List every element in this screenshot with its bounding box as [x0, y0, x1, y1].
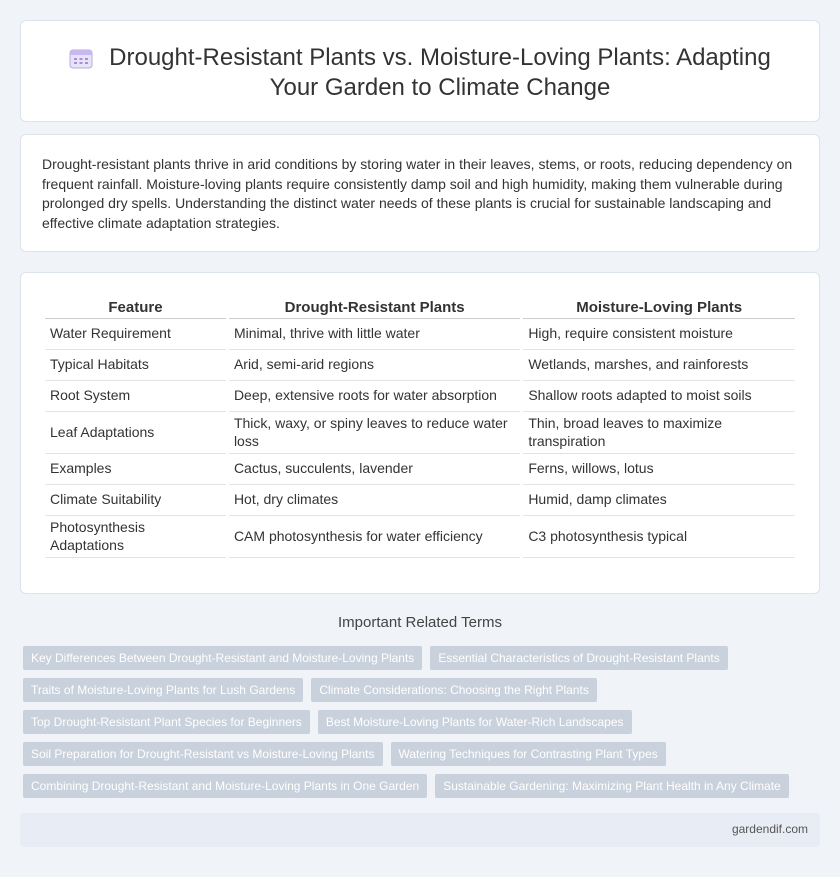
table-cell: Thick, waxy, or spiny leaves to reduce water loss — [229, 412, 520, 454]
table-cell: C3 photosynthesis typical — [523, 516, 795, 558]
table-cell: Wetlands, marshes, and rainforests — [523, 350, 795, 381]
related-term-link[interactable] — [23, 710, 310, 734]
related-term-label: Traits of Moisture-Loving Plants for Lush Gardens — [31, 683, 296, 697]
related-term-label: Watering Techniques for Contrasting Plant Types — [398, 747, 658, 761]
table-header-row — [45, 297, 795, 319]
table-row — [45, 485, 795, 516]
related-terms-title: Important Related Terms — [338, 614, 502, 631]
table-cell: Leaf Adaptations — [45, 412, 226, 454]
table-cell: Hot, dry climates — [229, 485, 520, 516]
intro-paragraph: Drought-resistant plants thrive in arid conditions by storing water in their leaves, stems, or roots, reducing dependency on frequent rainfall. Moisture-loving plants require consistently damp soil and high humidity, making them vulnerable during prolonged dry spells. Understanding the distinct water needs of these plants is crucial for sustainable landscaping and effective climate adaptation strategies. — [42, 156, 793, 231]
related-term-label: Climate Considerations: Choosing the Right Plants — [319, 683, 589, 697]
related-term-link[interactable] — [318, 710, 632, 734]
header-feature: Feature — [45, 297, 226, 319]
table-cell: Deep, extensive roots for water absorption — [229, 381, 520, 412]
related-term-label: Combining Drought-Resistant and Moisture-Loving Plants in One Garden — [31, 779, 420, 793]
page-title: Drought-Resistant Plants vs. Moisture-Loving Plants: Adapting Your Garden to Climate Change — [109, 44, 771, 101]
related-terms-list — [23, 646, 813, 798]
table-cell: Climate Suitability — [45, 485, 226, 516]
table-cell: High, require consistent moisture — [523, 319, 795, 350]
related-term-label: Sustainable Gardening: Maximizing Plant Health in Any Climate — [443, 779, 781, 793]
related-term-link[interactable] — [23, 774, 427, 798]
related-term-label: Soil Preparation for Drought-Resistant vs Moisture-Loving Plants — [31, 747, 375, 761]
table-row — [45, 454, 795, 485]
table-row — [45, 350, 795, 381]
table-row — [45, 412, 795, 454]
related-term-label: Key Differences Between Drought-Resistant and Moisture-Loving Plants — [31, 651, 415, 665]
table-cell: Cactus, succulents, lavender — [229, 454, 520, 485]
related-term-link[interactable] — [311, 678, 596, 702]
intro-card — [20, 134, 820, 252]
table-cell: Arid, semi-arid regions — [229, 350, 520, 381]
comparison-table-card — [20, 272, 820, 594]
related-term-label: Essential Characteristics of Drought-Resistant Plants — [438, 651, 720, 665]
related-term-label: Top Drought-Resistant Plant Species for Beginners — [31, 715, 302, 729]
table-cell: Humid, damp climates — [523, 485, 795, 516]
header-drought-resistant: Drought-Resistant Plants — [229, 297, 520, 319]
table-cell: Shallow roots adapted to moist soils — [523, 381, 795, 412]
comparison-table — [42, 297, 798, 558]
table-cell: Water Requirement — [45, 319, 226, 350]
related-term-link[interactable] — [435, 774, 789, 798]
footer-site-name: gardendif.com — [731, 822, 808, 836]
table-cell: Root System — [45, 381, 226, 412]
table-cell: Minimal, thrive with little water — [229, 319, 520, 350]
table-cell: Photosynthesis Adaptations — [45, 516, 226, 558]
title-wrap — [61, 43, 779, 103]
footer — [20, 813, 820, 847]
related-term-label: Best Moisture-Loving Plants for Water-Rich Landscapes — [325, 715, 624, 729]
table-cell: Examples — [45, 454, 226, 485]
table-cell: Ferns, willows, lotus — [523, 454, 795, 485]
table-row — [45, 381, 795, 412]
table-cell: Typical Habitats — [45, 350, 226, 381]
related-term-link[interactable] — [391, 742, 666, 766]
related-term-link[interactable] — [430, 646, 727, 670]
table-row — [45, 319, 795, 350]
table-cell: CAM photosynthesis for water efficiency — [229, 516, 520, 558]
header-moisture-loving: Moisture-Loving Plants — [523, 297, 795, 319]
header-card — [20, 20, 820, 122]
related-term-link[interactable] — [23, 678, 303, 702]
related-term-link[interactable] — [23, 742, 383, 766]
table-cell: Thin, broad leaves to maximize transpiration — [523, 412, 795, 454]
table-row — [45, 516, 795, 558]
related-term-link[interactable] — [23, 646, 422, 670]
